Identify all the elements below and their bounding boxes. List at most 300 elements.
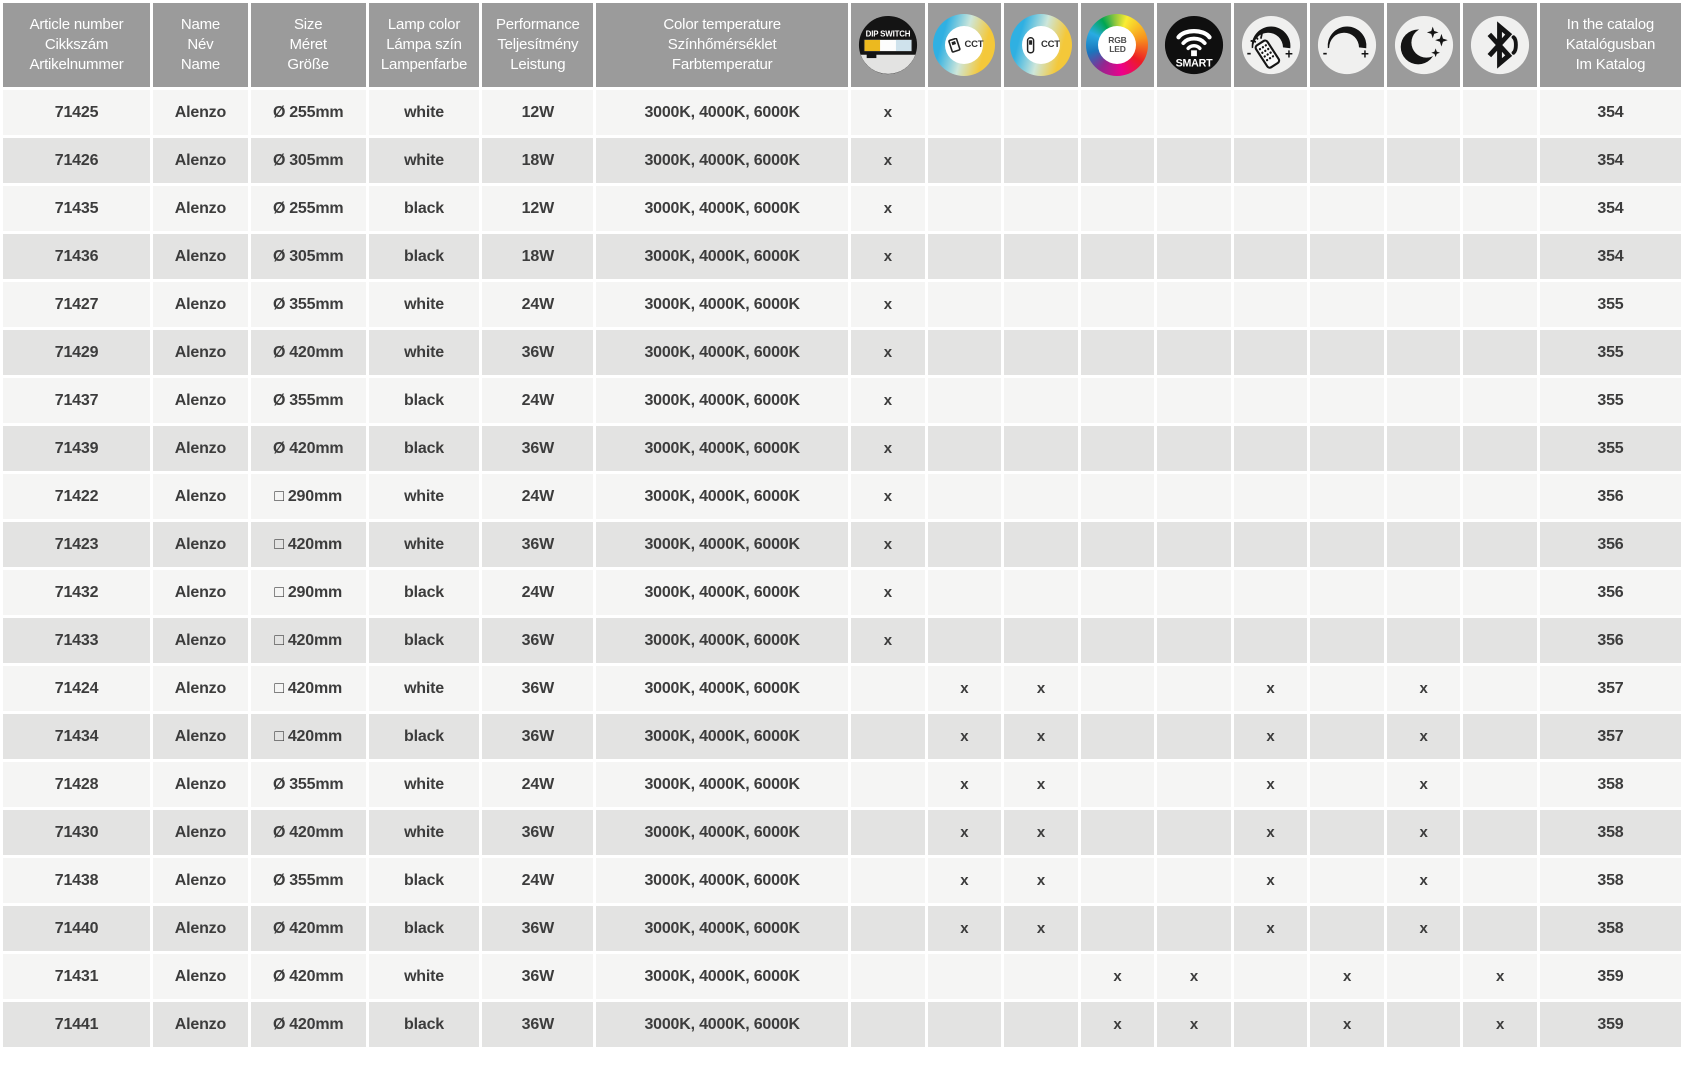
article-number-cell: 71429 <box>3 330 150 375</box>
size-value: 420mm <box>289 343 344 361</box>
size-value: 355mm <box>289 775 344 793</box>
table-row <box>3 954 1681 999</box>
feature-mark-dip-switch: x <box>851 282 925 327</box>
lamp-color-cell: white <box>369 954 480 999</box>
feature-mark-rgb-led: x <box>1081 1002 1155 1047</box>
feature-mark-cct-wall-switch: x <box>928 714 1002 759</box>
size-cell <box>251 234 366 279</box>
size-value: 420mm <box>289 1015 344 1033</box>
color-temperature-cell: 3000K, 4000K, 6000K <box>596 282 848 327</box>
lamp-color-cell: white <box>369 810 480 855</box>
article-number-cell: 71436 <box>3 234 150 279</box>
feature-mark-remote-dimming <box>1234 90 1308 135</box>
feature-mark-rgb-led <box>1081 474 1155 519</box>
performance-cell: 36W <box>482 714 593 759</box>
performance-cell: 18W <box>482 234 593 279</box>
feature-mark-dip-switch: x <box>851 186 925 231</box>
name-cell: Alenzo <box>153 570 248 615</box>
feature-mark-dimming <box>1310 762 1384 807</box>
lamp-color-cell: black <box>369 618 480 663</box>
feature-mark-cct-wall-switch <box>928 1002 1002 1047</box>
table-header <box>3 3 1681 87</box>
lamp-color-cell: black <box>369 378 480 423</box>
feature-mark-remote-dimming <box>1234 426 1308 471</box>
table-body <box>3 90 1681 1047</box>
performance-cell: 36W <box>482 426 593 471</box>
feature-mark-cct-remote: x <box>1004 666 1078 711</box>
column-header-remote-dimming <box>1234 3 1308 87</box>
feature-mark-rgb-led <box>1081 90 1155 135</box>
article-number-cell: 71425 <box>3 90 150 135</box>
size-shape-symbol: Ø <box>272 439 286 457</box>
article-number-cell: 71423 <box>3 522 150 567</box>
feature-mark-night-mode <box>1387 330 1461 375</box>
feature-mark-rgb-led <box>1081 858 1155 903</box>
feature-mark-rgb-led <box>1081 138 1155 183</box>
feature-mark-dip-switch <box>851 714 925 759</box>
header-line: Cikkszám <box>44 36 109 54</box>
feature-mark-cct-wall-switch <box>928 522 1002 567</box>
size-value: 420mm <box>289 823 344 841</box>
feature-mark-dip-switch: x <box>851 426 925 471</box>
feature-mark-bluetooth <box>1463 138 1537 183</box>
feature-mark-bluetooth <box>1463 234 1537 279</box>
size-cell <box>251 810 366 855</box>
performance-cell: 36W <box>482 618 593 663</box>
feature-mark-dimming <box>1310 474 1384 519</box>
name-cell: Alenzo <box>153 282 248 327</box>
feature-mark-dimming <box>1310 138 1384 183</box>
feature-mark-dip-switch: x <box>851 522 925 567</box>
size-value: 305mm <box>289 151 344 169</box>
dip-switch-icon <box>857 14 919 76</box>
color-temperature-cell: 3000K, 4000K, 6000K <box>596 234 848 279</box>
lamp-color-cell: white <box>369 138 480 183</box>
size-cell <box>251 378 366 423</box>
table-row <box>3 666 1681 711</box>
name-cell: Alenzo <box>153 522 248 567</box>
feature-mark-remote-dimming <box>1234 618 1308 663</box>
feature-mark-dip-switch <box>851 1002 925 1047</box>
size-cell <box>251 570 366 615</box>
column-header-rgb-led <box>1081 3 1155 87</box>
size-cell <box>251 618 366 663</box>
color-temperature-cell: 3000K, 4000K, 6000K <box>596 138 848 183</box>
header-line: Name <box>180 16 221 34</box>
feature-mark-dimming: x <box>1310 1002 1384 1047</box>
feature-mark-night-mode <box>1387 522 1461 567</box>
feature-mark-smart <box>1157 186 1231 231</box>
size-shape-symbol: Ø <box>272 919 286 937</box>
name-cell: Alenzo <box>153 426 248 471</box>
feature-mark-bluetooth <box>1463 186 1537 231</box>
feature-mark-night-mode: x <box>1387 858 1461 903</box>
size-shape-symbol: Ø <box>272 391 286 409</box>
feature-mark-rgb-led <box>1081 378 1155 423</box>
feature-mark-dip-switch <box>851 906 925 951</box>
feature-mark-dip-switch <box>851 810 925 855</box>
feature-mark-cct-remote <box>1004 186 1078 231</box>
feature-mark-smart <box>1157 330 1231 375</box>
minus-label: - <box>1322 45 1328 61</box>
article-number-cell: 71431 <box>3 954 150 999</box>
dimming-icon <box>1316 14 1378 76</box>
article-number-cell: 71440 <box>3 906 150 951</box>
name-cell: Alenzo <box>153 810 248 855</box>
size-cell <box>251 762 366 807</box>
name-cell: Alenzo <box>153 954 248 999</box>
catalog-page-cell: 358 <box>1540 858 1681 903</box>
feature-mark-dimming <box>1310 810 1384 855</box>
size-value: 355mm <box>289 871 344 889</box>
feature-mark-cct-remote <box>1004 522 1078 567</box>
feature-mark-smart <box>1157 474 1231 519</box>
color-temperature-cell: 3000K, 4000K, 6000K <box>596 810 848 855</box>
color-temperature-cell: 3000K, 4000K, 6000K <box>596 954 848 999</box>
column-header-dip-switch <box>851 3 925 87</box>
feature-mark-cct-remote <box>1004 570 1078 615</box>
color-temperature-cell: 3000K, 4000K, 6000K <box>596 474 848 519</box>
feature-mark-bluetooth <box>1463 426 1537 471</box>
feature-mark-night-mode <box>1387 282 1461 327</box>
feature-mark-bluetooth: x <box>1463 1002 1537 1047</box>
feature-mark-cct-remote: x <box>1004 714 1078 759</box>
name-cell: Alenzo <box>153 858 248 903</box>
plus-label: + <box>1284 46 1293 62</box>
table-row <box>3 906 1681 951</box>
feature-mark-smart <box>1157 234 1231 279</box>
feature-mark-night-mode <box>1387 618 1461 663</box>
feature-mark-rgb-led <box>1081 570 1155 615</box>
feature-mark-cct-wall-switch: x <box>928 762 1002 807</box>
article-number-cell: 71441 <box>3 1002 150 1047</box>
feature-mark-dimming <box>1310 522 1384 567</box>
catalog-page-cell: 356 <box>1540 522 1681 567</box>
size-shape-symbol: Ø <box>272 103 286 121</box>
lamp-color-cell: white <box>369 474 480 519</box>
size-value: 420mm <box>287 631 342 649</box>
cct-wall-switch-icon <box>933 14 995 76</box>
color-temperature-cell: 3000K, 4000K, 6000K <box>596 186 848 231</box>
performance-cell: 18W <box>482 138 593 183</box>
color-temperature-cell: 3000K, 4000K, 6000K <box>596 378 848 423</box>
name-cell: Alenzo <box>153 138 248 183</box>
smart-label: SMART <box>1175 57 1213 70</box>
feature-mark-rgb-led <box>1081 522 1155 567</box>
feature-mark-rgb-led <box>1081 234 1155 279</box>
article-number-cell: 71426 <box>3 138 150 183</box>
column-header-article <box>3 3 150 87</box>
feature-mark-remote-dimming <box>1234 330 1308 375</box>
size-value: 290mm <box>287 487 342 505</box>
smart-icon <box>1163 14 1225 76</box>
feature-mark-dip-switch: x <box>851 330 925 375</box>
name-cell: Alenzo <box>153 186 248 231</box>
feature-mark-rgb-led <box>1081 762 1155 807</box>
size-shape-symbol: □ <box>274 535 284 553</box>
color-temperature-cell: 3000K, 4000K, 6000K <box>596 762 848 807</box>
header-line: Farbtemperatur <box>671 55 773 73</box>
size-cell <box>251 906 366 951</box>
feature-mark-night-mode <box>1387 474 1461 519</box>
feature-mark-remote-dimming: x <box>1234 906 1308 951</box>
feature-mark-smart <box>1157 522 1231 567</box>
feature-mark-dip-switch <box>851 666 925 711</box>
article-number-cell: 71437 <box>3 378 150 423</box>
name-cell: Alenzo <box>153 666 248 711</box>
feature-mark-bluetooth <box>1463 666 1537 711</box>
feature-mark-rgb-led <box>1081 906 1155 951</box>
catalog-page-cell: 354 <box>1540 186 1681 231</box>
catalog-page-cell: 354 <box>1540 90 1681 135</box>
catalog-page-cell: 358 <box>1540 906 1681 951</box>
feature-mark-dip-switch <box>851 954 925 999</box>
feature-mark-cct-wall-switch <box>928 138 1002 183</box>
feature-mark-cct-remote <box>1004 138 1078 183</box>
feature-mark-night-mode <box>1387 954 1461 999</box>
color-temperature-cell: 3000K, 4000K, 6000K <box>596 522 848 567</box>
size-cell <box>251 186 366 231</box>
feature-mark-dimming <box>1310 186 1384 231</box>
header-line: Color temperature <box>663 16 781 34</box>
performance-cell: 36W <box>482 1002 593 1047</box>
feature-mark-smart <box>1157 858 1231 903</box>
feature-mark-dip-switch <box>851 762 925 807</box>
article-number-cell: 71435 <box>3 186 150 231</box>
feature-mark-remote-dimming <box>1234 522 1308 567</box>
size-cell <box>251 954 366 999</box>
wall-switch-glyph <box>948 38 961 53</box>
feature-mark-smart <box>1157 762 1231 807</box>
feature-mark-smart <box>1157 138 1231 183</box>
header-line: Article number <box>29 16 124 34</box>
feature-mark-remote-dimming: x <box>1234 810 1308 855</box>
size-value: 290mm <box>287 583 342 601</box>
size-cell <box>251 666 366 711</box>
table-row <box>3 810 1681 855</box>
name-cell: Alenzo <box>153 90 248 135</box>
size-value: 420mm <box>287 727 342 745</box>
size-shape-symbol: □ <box>274 631 284 649</box>
catalog-page-cell: 355 <box>1540 330 1681 375</box>
table-row <box>3 282 1681 327</box>
color-temperature-cell: 3000K, 4000K, 6000K <box>596 90 848 135</box>
cct-label: CCT <box>964 38 984 50</box>
feature-mark-cct-wall-switch <box>928 474 1002 519</box>
table-row <box>3 474 1681 519</box>
feature-mark-bluetooth <box>1463 474 1537 519</box>
size-shape-symbol: □ <box>274 583 284 601</box>
name-cell: Alenzo <box>153 378 248 423</box>
article-number-cell: 71428 <box>3 762 150 807</box>
feature-mark-night-mode <box>1387 138 1461 183</box>
article-number-cell: 71432 <box>3 570 150 615</box>
column-header-color-temperature <box>596 3 848 87</box>
rgb-led-icon <box>1086 14 1148 76</box>
catalog-page-cell: 355 <box>1540 426 1681 471</box>
catalog-page-cell: 355 <box>1540 282 1681 327</box>
name-cell: Alenzo <box>153 714 248 759</box>
feature-mark-cct-remote <box>1004 330 1078 375</box>
feature-mark-dimming <box>1310 378 1384 423</box>
color-temperature-cell: 3000K, 4000K, 6000K <box>596 1002 848 1047</box>
column-header-size <box>251 3 366 87</box>
feature-mark-remote-dimming <box>1234 234 1308 279</box>
catalog-page-cell: 357 <box>1540 666 1681 711</box>
lamp-color-cell: white <box>369 762 480 807</box>
header-line: Performance <box>495 16 580 34</box>
name-cell: Alenzo <box>153 234 248 279</box>
feature-mark-dimming <box>1310 906 1384 951</box>
feature-mark-cct-wall-switch <box>928 954 1002 999</box>
feature-mark-smart <box>1157 426 1231 471</box>
cct-label: CCT <box>1040 38 1060 50</box>
size-value: 420mm <box>289 919 344 937</box>
size-shape-symbol: Ø <box>272 775 286 793</box>
header-line: Name <box>180 55 221 73</box>
catalog-page-cell: 356 <box>1540 618 1681 663</box>
feature-mark-bluetooth <box>1463 858 1537 903</box>
size-shape-symbol: Ø <box>272 199 286 217</box>
table-row <box>3 858 1681 903</box>
color-temperature-cell: 3000K, 4000K, 6000K <box>596 618 848 663</box>
header-line: Katalógusban <box>1565 36 1656 54</box>
name-cell: Alenzo <box>153 618 248 663</box>
table-row <box>3 234 1681 279</box>
header-line: Artikelnummer <box>29 55 124 73</box>
feature-mark-dimming <box>1310 666 1384 711</box>
feature-mark-cct-wall-switch <box>928 378 1002 423</box>
size-value: 420mm <box>289 439 344 457</box>
table-row <box>3 570 1681 615</box>
feature-mark-rgb-led: x <box>1081 954 1155 999</box>
feature-mark-night-mode <box>1387 1002 1461 1047</box>
feature-mark-remote-dimming <box>1234 378 1308 423</box>
feature-mark-cct-wall-switch <box>928 282 1002 327</box>
header-line: Színhőmérséklet <box>667 36 777 54</box>
article-number-cell: 71422 <box>3 474 150 519</box>
feature-mark-cct-remote <box>1004 1002 1078 1047</box>
catalog-page-cell: 354 <box>1540 138 1681 183</box>
color-temperature-cell: 3000K, 4000K, 6000K <box>596 666 848 711</box>
feature-mark-smart <box>1157 714 1231 759</box>
feature-mark-bluetooth <box>1463 282 1537 327</box>
column-header-night-mode <box>1387 3 1461 87</box>
size-shape-symbol: Ø <box>272 871 286 889</box>
feature-mark-dimming <box>1310 426 1384 471</box>
column-header-cct-wall-switch <box>928 3 1002 87</box>
article-number-cell: 71430 <box>3 810 150 855</box>
catalog-page-cell: 354 <box>1540 234 1681 279</box>
color-temperature-cell: 3000K, 4000K, 6000K <box>596 570 848 615</box>
column-header-lamp-color <box>369 3 480 87</box>
size-cell <box>251 90 366 135</box>
table-row <box>3 426 1681 471</box>
feature-mark-remote-dimming: x <box>1234 858 1308 903</box>
feature-mark-remote-dimming <box>1234 570 1308 615</box>
feature-mark-dimming <box>1310 858 1384 903</box>
feature-mark-cct-wall-switch <box>928 90 1002 135</box>
name-cell: Alenzo <box>153 330 248 375</box>
performance-cell: 36W <box>482 810 593 855</box>
size-cell <box>251 138 366 183</box>
color-temperature-cell: 3000K, 4000K, 6000K <box>596 906 848 951</box>
feature-mark-cct-wall-switch <box>928 426 1002 471</box>
size-shape-symbol: Ø <box>272 1015 286 1033</box>
feature-mark-remote-dimming <box>1234 186 1308 231</box>
table-row <box>3 1002 1681 1047</box>
column-header-performance <box>482 3 593 87</box>
lamp-color-cell: black <box>369 858 480 903</box>
color-temperature-cell: 3000K, 4000K, 6000K <box>596 714 848 759</box>
header-line: Lámpa szín <box>386 36 462 54</box>
feature-mark-cct-wall-switch <box>928 234 1002 279</box>
performance-cell: 24W <box>482 378 593 423</box>
column-header-name <box>153 3 248 87</box>
header-line: Im Katalog <box>1575 55 1646 73</box>
feature-mark-smart <box>1157 378 1231 423</box>
size-shape-symbol: Ø <box>272 823 286 841</box>
name-cell: Alenzo <box>153 762 248 807</box>
header-line: In the catalog <box>1566 16 1655 34</box>
feature-mark-dimming <box>1310 618 1384 663</box>
size-cell <box>251 522 366 567</box>
feature-mark-cct-remote <box>1004 90 1078 135</box>
minus-label: - <box>1246 45 1251 61</box>
feature-mark-cct-wall-switch: x <box>928 906 1002 951</box>
feature-mark-rgb-led <box>1081 426 1155 471</box>
feature-mark-cct-remote <box>1004 618 1078 663</box>
color-temperature-cell: 3000K, 4000K, 6000K <box>596 858 848 903</box>
feature-mark-cct-remote <box>1004 954 1078 999</box>
feature-mark-night-mode <box>1387 90 1461 135</box>
performance-cell: 36W <box>482 954 593 999</box>
table-row <box>3 522 1681 567</box>
catalog-page-cell: 359 <box>1540 954 1681 999</box>
feature-mark-dimming <box>1310 330 1384 375</box>
feature-mark-dip-switch <box>851 858 925 903</box>
table-row <box>3 714 1681 759</box>
feature-mark-cct-remote <box>1004 234 1078 279</box>
catalog-page-cell: 358 <box>1540 810 1681 855</box>
feature-mark-bluetooth <box>1463 714 1537 759</box>
feature-mark-dimming <box>1310 282 1384 327</box>
feature-mark-dip-switch: x <box>851 474 925 519</box>
size-shape-symbol: Ø <box>272 343 286 361</box>
feature-mark-remote-dimming: x <box>1234 666 1308 711</box>
column-header-smart <box>1157 3 1231 87</box>
lamp-color-cell: black <box>369 906 480 951</box>
feature-mark-remote-dimming <box>1234 138 1308 183</box>
feature-mark-cct-remote <box>1004 282 1078 327</box>
remote-glyph <box>1025 37 1036 54</box>
feature-mark-dimming <box>1310 234 1384 279</box>
lamp-color-cell: black <box>369 426 480 471</box>
size-shape-symbol: □ <box>274 727 284 745</box>
performance-cell: 24W <box>482 570 593 615</box>
feature-mark-smart: x <box>1157 1002 1231 1047</box>
table-row <box>3 186 1681 231</box>
header-line: Méret <box>289 36 327 54</box>
performance-cell: 12W <box>482 186 593 231</box>
size-value: 255mm <box>289 199 344 217</box>
lamp-color-cell: black <box>369 714 480 759</box>
feature-mark-night-mode <box>1387 426 1461 471</box>
feature-mark-bluetooth <box>1463 570 1537 615</box>
article-number-cell: 71438 <box>3 858 150 903</box>
table-row <box>3 90 1681 135</box>
lamp-color-cell: white <box>369 522 480 567</box>
